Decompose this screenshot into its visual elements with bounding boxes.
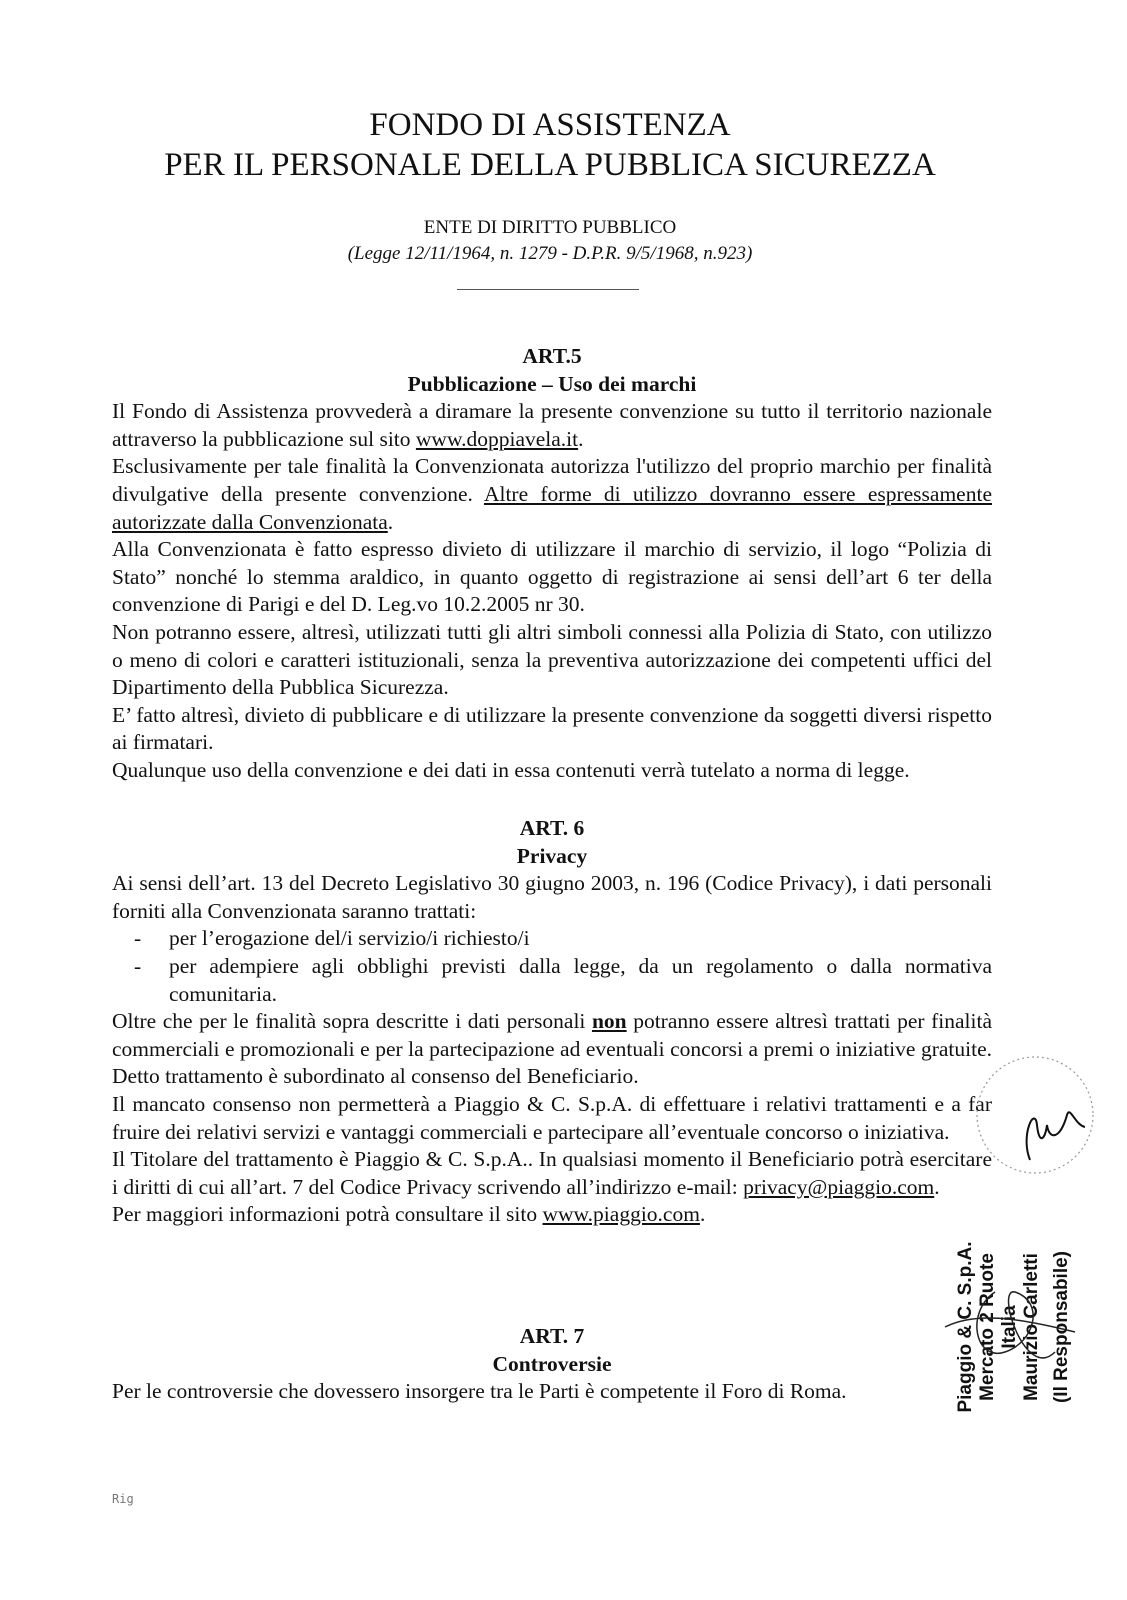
- text: potranno essere altresì trattati per finalità commerciali e promozionali e per la partecipazione ad eventuali concorsi a premi o iniziative gratuite. Detto trattamento è subordinato al consenso del Beneficiario.: [112, 1009, 992, 1089]
- art6-section: [112, 815, 992, 1229]
- art7-heading: Controversie: [492, 1351, 612, 1376]
- art5-paragraph: Alla Convenzionata è fatto espresso divieto di utilizzare il marchio di servizio, il logo “Polizia di Stato” nonché lo stemma araldico, in quanto oggetto di registrazione ai sensi dell’art 6 ter della convenzione di Parigi e del D. Leg.vo 10.2.2005 nr 30.: [112, 537, 992, 617]
- stamp-line: Mercato 2 Ruote Italia: [977, 1253, 1020, 1401]
- art7-section: [112, 1323, 992, 1406]
- text: .: [699, 1202, 706, 1227]
- art6-paragraph: [112, 1201, 992, 1229]
- art7-paragraph: Per le controversie che dovessero insorgere tra le Parti è competente il Foro di Roma.: [112, 1379, 847, 1404]
- art6-paragraph: Ai sensi dell’art. 13 del Decreto Legislativo 30 giugno 2003, n. 196 (Codice Privacy), i dati personali forniti alla Convenzionata saranno trattati:: [112, 871, 992, 923]
- list-item: - per adempiere agli obblighi previsti dalla legge, da un regolamento o dalla normativa comunitaria.: [112, 953, 992, 1008]
- piaggio-site-link[interactable]: www.piaggio.com: [542, 1202, 700, 1227]
- art5-number: ART.5: [522, 344, 582, 368]
- art6-number: ART. 6: [519, 816, 585, 840]
- doppiavela-link[interactable]: www.doppiavela.it: [415, 426, 579, 451]
- title-line-1: FONDO DI ASSISTENZA: [369, 107, 731, 143]
- art5-paragraph: E’ fatto altresì, divieto di pubblicare e di utilizzare la presente convenzione da soggetti diversi rispetto ai firmatari.: [112, 702, 992, 755]
- text: Il Titolare del trattamento è Piaggio & C. S.p.A.. In qualsiasi momento il Beneficiario potrà esercitare i diritti di cui all’art. 7 del Codice Privacy scrivendo all’indirizzo e-mail:: [112, 1147, 992, 1199]
- list-item: - per l’erogazione del/i servizio/i richiesto/i: [112, 925, 992, 953]
- text: .: [578, 426, 584, 451]
- legge-reference: (Legge 12/11/1964, n. 1279 - D.P.R. 9/5/1968, n.923): [347, 243, 753, 264]
- signature-icon: [935, 1232, 1085, 1422]
- text: .: [387, 509, 394, 534]
- art6-paragraph: Il mancato consenso non permetterà a Piaggio & C. S.p.A. di effettuare i relativi trattamenti e a far fruire dei relativi servizi e vantaggi commerciali e partecipare all’eventuale concorso o iniziativa.: [112, 1091, 992, 1144]
- footer-code: Rig: [112, 1492, 134, 1506]
- purpose-list: [112, 925, 992, 1008]
- underlined-text: Altre forme di utilizzo dovranno essere espressamente autorizzate dalla Convenzionata: [112, 481, 992, 534]
- art6-paragraph: [112, 1146, 992, 1201]
- stamp-line: Maurizio Carletti: [1021, 1253, 1042, 1401]
- text: .: [934, 1174, 940, 1199]
- art5-paragraph: [112, 453, 992, 536]
- art5-paragraph: Qualunque uso della convenzione e dei dati in essa contenuti verrà tutelato a norma di legge.: [112, 757, 910, 782]
- art6-heading: Privacy: [516, 843, 588, 868]
- privacy-email-link[interactable]: privacy@piaggio.com: [743, 1174, 935, 1199]
- stamp-line: (Il Responsabile): [1051, 1250, 1072, 1404]
- art5-section: [112, 343, 992, 785]
- text: Oltre che per le finalità sopra descritte i dati personali: [112, 1009, 592, 1034]
- art6-paragraph: [112, 1008, 992, 1091]
- document-title: [0, 105, 1100, 185]
- title-line-2: PER IL PERSONALE DELLA PUBBLICA SICUREZZA: [164, 147, 936, 183]
- company-stamp: [955, 1232, 1075, 1422]
- signature-seal-icon: [975, 1045, 1115, 1205]
- text: Il Fondo di Assistenza provvederà a diramare la presente convenzione su tutto il territorio nazionale attraverso la pubblicazione sul sito: [112, 399, 992, 451]
- stamp-line: Piaggio & C. S.p.A.: [955, 1241, 976, 1413]
- art5-heading: Pubblicazione – Uso dei marchi: [407, 371, 697, 396]
- art5-paragraph: [112, 398, 992, 453]
- text: Per maggiori informazioni potrà consultare il sito: [112, 1202, 543, 1227]
- art5-paragraph: Non potranno essere, altresì, utilizzati tutti gli altri simboli connessi alla Polizia di Stato, con utilizzo o meno di colori e caratteri istituzionali, senza la preventiva autorizzazione dei competenti uffici del Dipartimento della Pubblica Sicurezza.: [112, 619, 992, 700]
- emphasis-non: non: [591, 1009, 627, 1034]
- divider: [457, 289, 639, 290]
- art7-number: ART. 7: [519, 1324, 585, 1348]
- ente-subtitle: ENTE DI DIRITTO PUBBLICO: [423, 217, 677, 238]
- text: Esclusivamente per tale finalità la Convenzionata autorizza l'utilizzo del proprio marchio per finalità divulgative della presente convenzione.: [112, 454, 992, 506]
